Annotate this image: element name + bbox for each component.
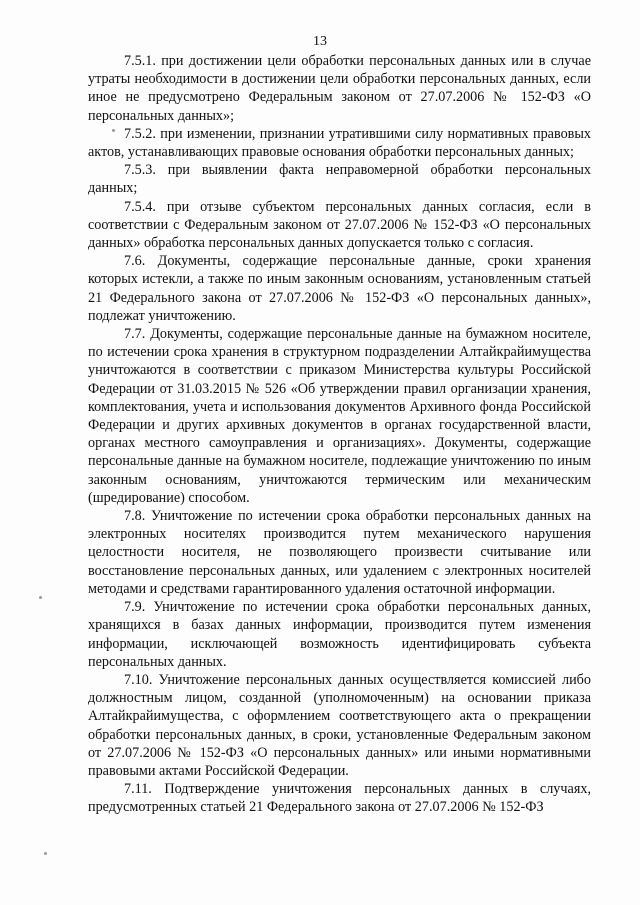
paragraph-7-6: 7.6. Документы, содержащие персональные данные, сроки хранения которых истекли, а также по иным законным основаниям, установленным статьей 21 Федерального закона от 27.07.2006 № 152-ФЗ «О персональных данных», подлежат уничтожению. — [88, 253, 591, 324]
paragraph-7-5-1: 7.5.1. при достижении цели обработки персональных данных или в случае утраты необходимости в достижении цели обработки персональных данных, если иное не предусмотрено Федеральным законом от 27.07.2006 № 152-ФЗ «О персональных данных»; — [88, 53, 591, 124]
paragraph-7-10: 7.10. Уничтожение персональных данных осуществляется комиссией либо должностным лицом, созданной (уполномоченным) на основании приказа Алтайкрайимущества, с оформлением соответствующего акта о прекращении обработки персональных данных, в сроки, установленные Федеральным законом от 27.07.2006 № 152-ФЗ «О персональных данных» или иными нормативными правовыми актами Российской Федерации. — [88, 671, 591, 779]
scan-speck — [44, 852, 47, 855]
document-body — [88, 52, 591, 817]
paragraph-7-5-2: 7.5.2. при изменении, признании утратившими силу нормативных правовых актов, устанавливающих правовые основания обработки персональных данных; — [88, 125, 591, 161]
page-number: 13 — [313, 34, 327, 49]
paragraph-7-5-3: 7.5.3. при выявлении факта неправомерной обработки персональных данных; — [88, 162, 591, 197]
scan-speck — [112, 129, 115, 132]
scan-speck — [39, 596, 42, 599]
paragraph-7-9: 7.9. Уничтожение по истечении срока обработки персональных данных, хранящихся в базах данных информации, производится путем изменения информации, исключающей возможность идентифицировать субъекта персональных данных. — [88, 599, 591, 670]
paragraph-7-11: 7.11. Подтверждение уничтожения персональных данных в случаях, предусмотренных статьей 21 Федерального закона от 27.07.2006 № 152-ФЗ — [88, 781, 591, 816]
paragraph-7-8: 7.8. Уничтожение по истечении срока обработки персональных данных на электронных носителях производится путем механического нарушения целостности носителя, не позволяющего произвести считывание или восстановление персональных данных, или удалением с электронных носителей методами и средствами гарантированного удаления остаточной информации. — [88, 508, 591, 597]
paragraph-7-5-4: 7.5.4. при отзыве субъектом персональных данных согласия, если в соответствии с Федеральным законом от 27.07.2006 № 152-ФЗ «О персональных данных» обработка персональных данных допускается только с согласия. — [88, 198, 591, 252]
paragraph-7-7: 7.7. Документы, содержащие персональные данные на бумажном носителе, по истечении срока хранения в структурном подразделении Алтайкрайимущества уничтожаются в соответствии с приказом Министерства культуры Российской Федерации от 31.03.2015 № 526 «Об утверждении правил организации хранения, комплектования, учета и использования документов Архивного фонда Российской Федерации и других архивных документов в органах государственной власти, органах местного самоуправления и организациях». Документы, содержащие персональные данные на бумажном носителе, подлежащие уничтожению по иным законным основаниям, уничтожаются термическим или механическим (шредирование) способом. — [88, 326, 591, 506]
